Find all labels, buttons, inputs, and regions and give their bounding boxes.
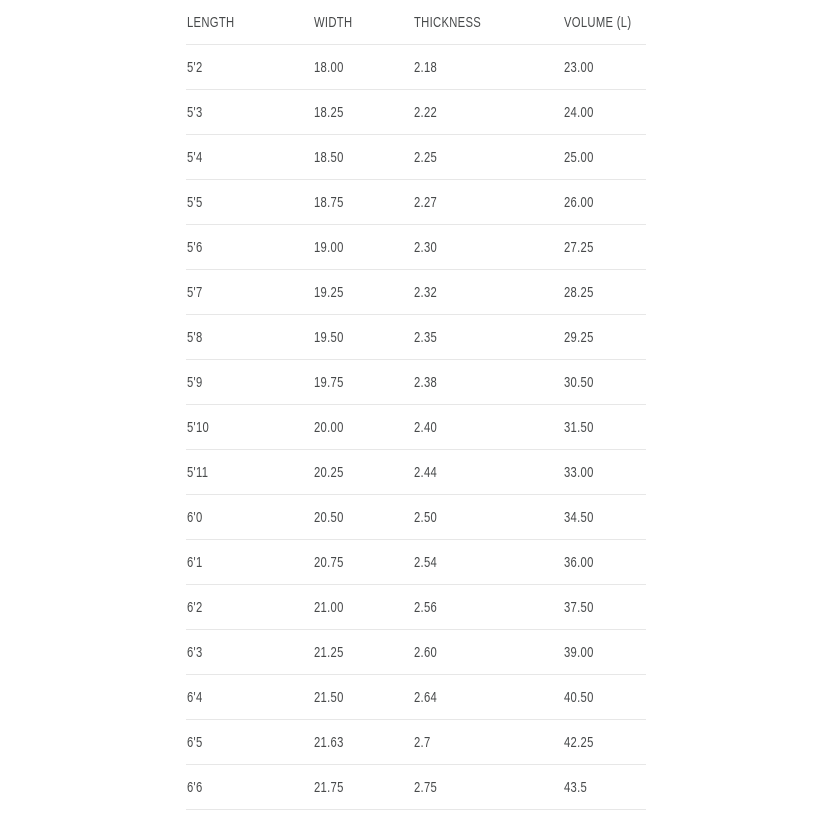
cell-width: [313, 135, 413, 179]
cell-width: [313, 675, 413, 719]
cell-thickness: [413, 540, 563, 584]
cell-length: [186, 675, 313, 719]
cell-volume: [563, 360, 646, 404]
cell-thickness: [413, 90, 563, 134]
table-row: [186, 405, 646, 450]
cell-length: [186, 720, 313, 764]
cell-value-width: 21.75: [314, 778, 344, 796]
table-row: [186, 180, 646, 225]
cell-value-thickness: 2.64: [414, 688, 438, 706]
cell-value-length: 5'9: [187, 373, 203, 391]
table-row: [186, 765, 646, 810]
cell-value-volume: 29.25: [564, 328, 594, 346]
cell-value-length: 6'5: [187, 733, 203, 751]
cell-width: [313, 315, 413, 359]
table-row: [186, 585, 646, 630]
table-row: [186, 450, 646, 495]
cell-value-thickness: 2.22: [414, 103, 438, 121]
cell-value-length: 6'2: [187, 598, 203, 616]
cell-value-thickness: 2.25: [414, 148, 438, 166]
header-cell-length: [186, 0, 313, 44]
cell-thickness: [413, 495, 563, 539]
cell-value-width: 19.75: [314, 373, 344, 391]
cell-value-volume: 43.5: [564, 778, 588, 796]
cell-value-thickness: 2.7: [414, 733, 431, 751]
cell-length: [186, 540, 313, 584]
cell-value-width: 21.50: [314, 688, 344, 706]
cell-value-volume: 23.00: [564, 58, 594, 76]
table-row: [186, 90, 646, 135]
cell-value-thickness: 2.60: [414, 643, 438, 661]
cell-value-length: 5'7: [187, 283, 203, 301]
cell-value-volume: 37.50: [564, 598, 594, 616]
cell-value-volume: 36.00: [564, 553, 594, 571]
cell-width: [313, 45, 413, 89]
cell-volume: [563, 450, 646, 494]
cell-value-thickness: 2.18: [414, 58, 438, 76]
cell-value-thickness: 2.40: [414, 418, 438, 436]
cell-thickness: [413, 405, 563, 449]
cell-value-volume: 26.00: [564, 193, 594, 211]
cell-thickness: [413, 585, 563, 629]
size-chart-table: [186, 0, 646, 810]
cell-value-length: 5'5: [187, 193, 203, 211]
cell-value-length: 6'3: [187, 643, 203, 661]
cell-value-width: 20.75: [314, 553, 344, 571]
table-header-row: [186, 0, 646, 45]
cell-value-width: 18.75: [314, 193, 344, 211]
cell-thickness: [413, 225, 563, 269]
cell-length: [186, 90, 313, 134]
cell-volume: [563, 495, 646, 539]
table-body: [186, 45, 646, 810]
cell-value-width: 18.00: [314, 58, 344, 76]
cell-value-width: 20.50: [314, 508, 344, 526]
table-row: [186, 630, 646, 675]
cell-width: [313, 405, 413, 449]
cell-value-width: 19.25: [314, 283, 344, 301]
cell-value-width: 18.25: [314, 103, 344, 121]
cell-value-volume: 24.00: [564, 103, 594, 121]
header-cell-width: [313, 0, 413, 44]
cell-width: [313, 225, 413, 269]
cell-thickness: [413, 765, 563, 809]
header-cell-volume: [563, 0, 646, 44]
cell-value-thickness: 2.75: [414, 778, 438, 796]
cell-volume: [563, 765, 646, 809]
cell-value-thickness: 2.27: [414, 193, 438, 211]
cell-length: [186, 270, 313, 314]
cell-value-volume: 34.50: [564, 508, 594, 526]
cell-length: [186, 585, 313, 629]
cell-value-thickness: 2.35: [414, 328, 438, 346]
header-label-thickness: THICKNESS: [414, 13, 482, 31]
cell-value-length: 5'2: [187, 58, 203, 76]
cell-volume: [563, 540, 646, 584]
cell-value-thickness: 2.38: [414, 373, 438, 391]
cell-value-length: 5'4: [187, 148, 203, 166]
cell-length: [186, 450, 313, 494]
cell-value-thickness: 2.44: [414, 463, 438, 481]
cell-value-length: 6'6: [187, 778, 203, 796]
cell-value-volume: 30.50: [564, 373, 594, 391]
cell-value-width: 21.00: [314, 598, 344, 616]
cell-volume: [563, 720, 646, 764]
cell-width: [313, 360, 413, 404]
cell-value-thickness: 2.56: [414, 598, 438, 616]
cell-width: [313, 540, 413, 584]
cell-value-length: 5'6: [187, 238, 203, 256]
cell-value-length: 6'4: [187, 688, 203, 706]
table-row: [186, 360, 646, 405]
cell-width: [313, 90, 413, 134]
cell-value-length: 5'10: [187, 418, 210, 436]
cell-length: [186, 360, 313, 404]
header-label-width: WIDTH: [314, 13, 353, 31]
cell-width: [313, 720, 413, 764]
cell-volume: [563, 315, 646, 359]
cell-volume: [563, 180, 646, 224]
cell-width: [313, 630, 413, 674]
cell-length: [186, 225, 313, 269]
cell-value-volume: 33.00: [564, 463, 594, 481]
cell-value-length: 5'11: [187, 463, 209, 481]
cell-volume: [563, 630, 646, 674]
cell-value-width: 19.50: [314, 328, 344, 346]
cell-value-volume: 39.00: [564, 643, 594, 661]
cell-thickness: [413, 630, 563, 674]
cell-thickness: [413, 720, 563, 764]
cell-volume: [563, 225, 646, 269]
cell-length: [186, 45, 313, 89]
cell-value-volume: 28.25: [564, 283, 594, 301]
cell-value-thickness: 2.54: [414, 553, 438, 571]
cell-length: [186, 405, 313, 449]
cell-value-volume: 25.00: [564, 148, 594, 166]
cell-length: [186, 180, 313, 224]
cell-value-volume: 40.50: [564, 688, 594, 706]
table-row: [186, 540, 646, 585]
cell-value-width: 19.00: [314, 238, 344, 256]
table-row: [186, 315, 646, 360]
cell-thickness: [413, 675, 563, 719]
cell-width: [313, 765, 413, 809]
header-label-length: LENGTH: [187, 13, 235, 31]
cell-thickness: [413, 270, 563, 314]
cell-value-volume: 27.25: [564, 238, 594, 256]
cell-thickness: [413, 450, 563, 494]
cell-width: [313, 495, 413, 539]
header-label-volume: VOLUME (L): [564, 13, 632, 31]
cell-length: [186, 765, 313, 809]
cell-width: [313, 585, 413, 629]
cell-width: [313, 270, 413, 314]
cell-volume: [563, 675, 646, 719]
cell-volume: [563, 405, 646, 449]
cell-volume: [563, 90, 646, 134]
table-row: [186, 225, 646, 270]
cell-value-length: 5'8: [187, 328, 203, 346]
cell-value-width: 21.63: [314, 733, 344, 751]
cell-value-width: 20.25: [314, 463, 344, 481]
cell-thickness: [413, 315, 563, 359]
cell-value-thickness: 2.50: [414, 508, 438, 526]
cell-value-width: 20.00: [314, 418, 344, 436]
cell-value-thickness: 2.30: [414, 238, 438, 256]
cell-thickness: [413, 135, 563, 179]
cell-width: [313, 450, 413, 494]
cell-value-length: 6'1: [187, 553, 203, 571]
cell-thickness: [413, 180, 563, 224]
table-row: [186, 495, 646, 540]
cell-value-width: 18.50: [314, 148, 344, 166]
cell-volume: [563, 270, 646, 314]
table-row: [186, 270, 646, 315]
cell-volume: [563, 585, 646, 629]
cell-value-length: 5'3: [187, 103, 203, 121]
cell-value-thickness: 2.32: [414, 283, 438, 301]
cell-value-volume: 31.50: [564, 418, 594, 436]
table-row: [186, 720, 646, 765]
cell-volume: [563, 135, 646, 179]
table-row: [186, 675, 646, 720]
cell-length: [186, 315, 313, 359]
cell-thickness: [413, 45, 563, 89]
header-cell-thickness: [413, 0, 563, 44]
cell-volume: [563, 45, 646, 89]
cell-width: [313, 180, 413, 224]
cell-length: [186, 630, 313, 674]
cell-thickness: [413, 360, 563, 404]
cell-length: [186, 495, 313, 539]
cell-value-volume: 42.25: [564, 733, 594, 751]
table-row: [186, 135, 646, 180]
cell-value-length: 6'0: [187, 508, 203, 526]
cell-length: [186, 135, 313, 179]
table-row: [186, 45, 646, 90]
cell-value-width: 21.25: [314, 643, 344, 661]
